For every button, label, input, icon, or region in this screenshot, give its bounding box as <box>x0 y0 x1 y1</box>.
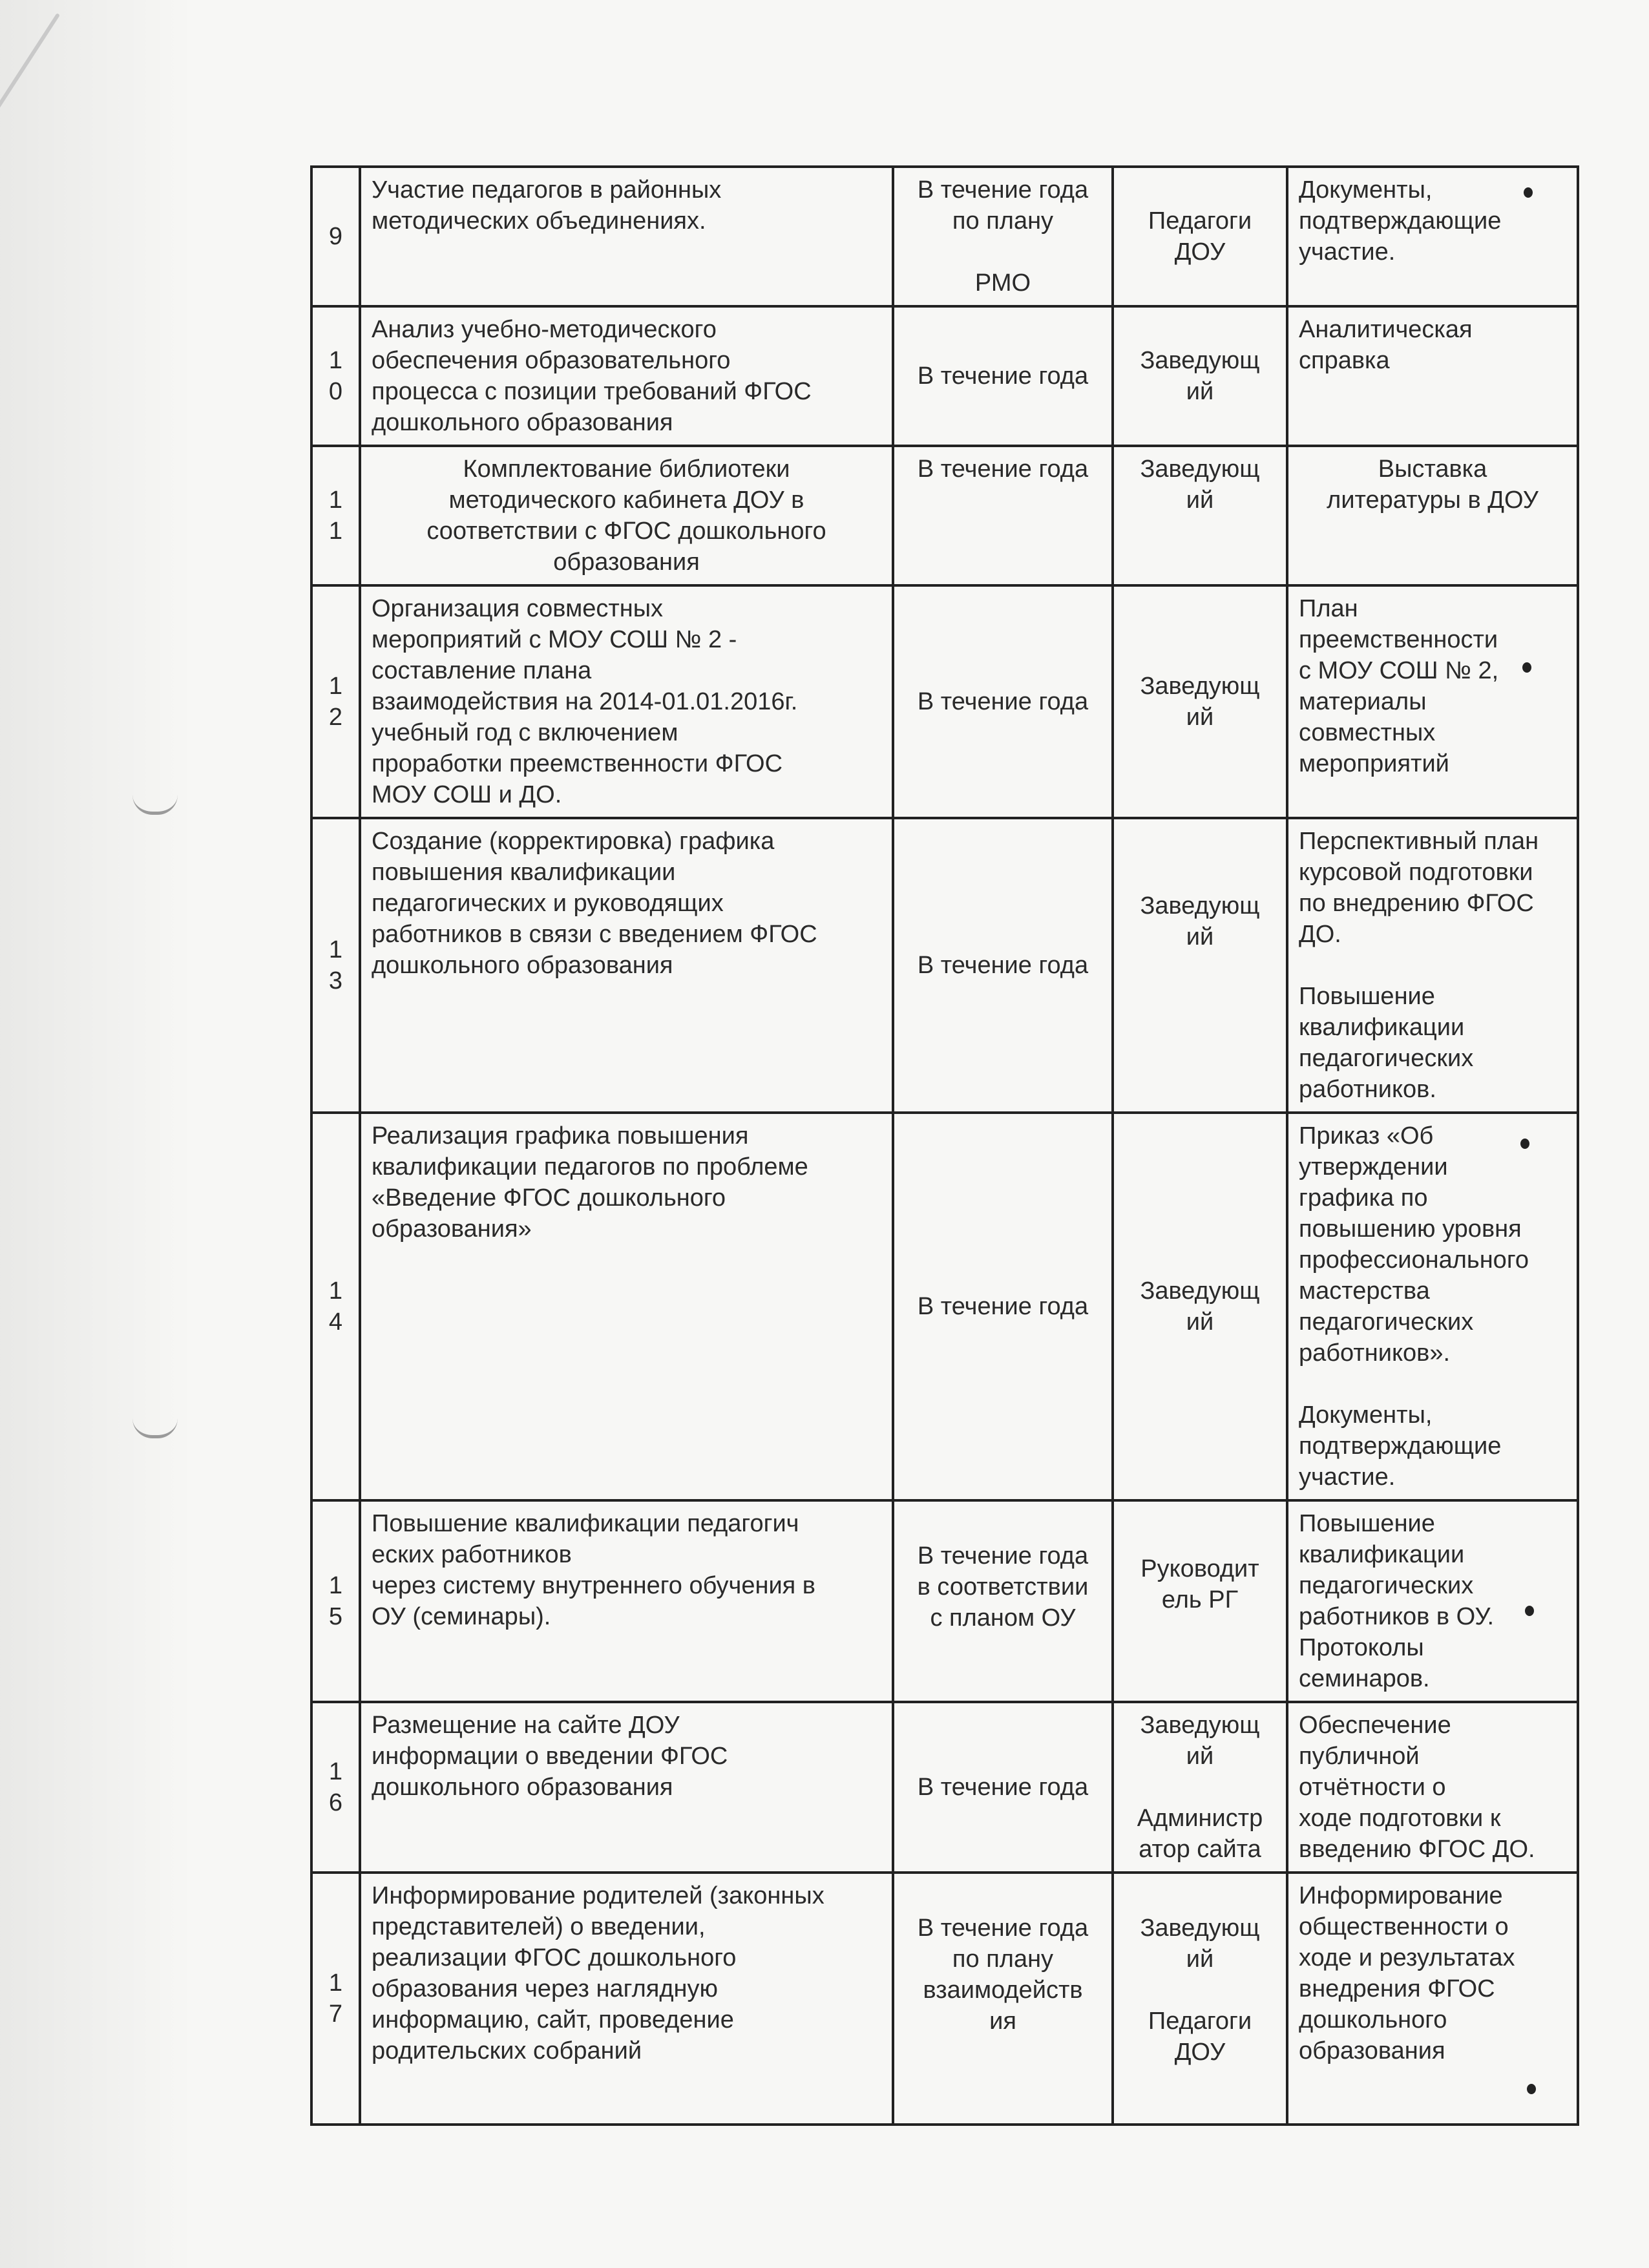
row-number: 1 3 <box>311 818 360 1113</box>
scan-shadow <box>0 0 194 2268</box>
row-event: Информирование родителей (законных представителей) о введении, реализации ФГОС дошкольного образования через наглядную информацию, сайт, проведение родительских собраний <box>360 1873 893 2125</box>
table-row <box>311 818 1578 1113</box>
row-event: Комплектование библиотеки методического кабинета ДОУ в соответствии с ФГОС дошкольного образования <box>360 446 893 585</box>
scan-speck <box>1522 662 1531 673</box>
scan-speck <box>1525 1606 1534 1616</box>
row-number: 1 2 <box>311 585 360 818</box>
row-responsible: Заведующ ий Администр атор сайта <box>1113 1702 1287 1873</box>
row-number: 1 0 <box>311 306 360 446</box>
row-time: В течение года <box>893 446 1113 585</box>
row-event: Организация совместных мероприятий с МОУ СОШ № 2 - составление плана взаимодействия на 2014-01.01.2016г. учебный год с включением проработки преемственности ФГОС МОУ СОШ и ДО. <box>360 585 893 818</box>
row-time: В течение года <box>893 1702 1113 1873</box>
table-row <box>311 306 1578 446</box>
row-time: В течение года в соответствии с планом ОУ <box>893 1500 1113 1702</box>
row-result: Перспективный план курсовой подготовки по внедрению ФГОС ДО. Повышение квалификации педагогических работников. <box>1287 818 1578 1113</box>
row-event: Реализация графика повышения квалификации педагогов по проблеме «Введение ФГОС дошкольного образования» <box>360 1113 893 1500</box>
row-responsible: Заведующ ий <box>1113 306 1287 446</box>
row-number: 1 4 <box>311 1113 360 1500</box>
row-time: В течение года <box>893 585 1113 818</box>
row-number: 1 1 <box>311 446 360 585</box>
row-time: В течение года <box>893 306 1113 446</box>
table-row <box>311 1702 1578 1873</box>
row-responsible: Заведующ ий <box>1113 585 1287 818</box>
row-result: Выставка литературы в ДОУ <box>1287 446 1578 585</box>
row-time: В течение года <box>893 818 1113 1113</box>
row-event: Участие педагогов в районных методических объединениях. <box>360 167 893 306</box>
row-responsible: Заведующ ий <box>1113 818 1287 1113</box>
row-event: Размещение на сайте ДОУ информации о введении ФГОС дошкольного образования <box>360 1702 893 1873</box>
table-row <box>311 1500 1578 1702</box>
row-number: 1 5 <box>311 1500 360 1702</box>
plan-table <box>310 165 1579 2126</box>
row-result: Повышение квалификации педагогических работников в ОУ. Протоколы семинаров. <box>1287 1500 1578 1702</box>
row-time: В течение года по плану взаимодейств ия <box>893 1873 1113 2125</box>
row-number: 9 <box>311 167 360 306</box>
row-event: Создание (корректировка) графика повышения квалификации педагогических и руководящих работников в связи с введением ФГОС дошкольного образования <box>360 818 893 1113</box>
row-time: В течение года <box>893 1113 1113 1500</box>
row-result: Приказ «Об утверждении графика по повышению уровня профессионального мастерства педагогических работников». Документы, подтверждающие участие. <box>1287 1113 1578 1500</box>
row-responsible: Заведующ ий Педагоги ДОУ <box>1113 1873 1287 2125</box>
scan-speck <box>1527 2084 1536 2094</box>
scan-speck <box>1524 187 1533 198</box>
row-time: В течение года по плану РМО <box>893 167 1113 306</box>
row-responsible: Заведующ ий <box>1113 1113 1287 1500</box>
table-row <box>311 585 1578 818</box>
table-row <box>311 446 1578 585</box>
row-responsible: Заведующ ий <box>1113 446 1287 585</box>
row-number: 1 6 <box>311 1702 360 1873</box>
row-event: Анализ учебно-методического обеспечения образовательного процесса с позиции требований ФГОС дошкольного образования <box>360 306 893 446</box>
row-result: Аналитическая справка <box>1287 306 1578 446</box>
row-result: План преемственности с МОУ СОШ № 2, материалы совместных мероприятий <box>1287 585 1578 818</box>
row-result: Обеспечение публичной отчётности о ходе подготовки к введению ФГОС ДО. <box>1287 1702 1578 1873</box>
row-event: Повышение квалификации педагогич еских работников через систему внутреннего обучения в ОУ (семинары). <box>360 1500 893 1702</box>
row-responsible: Руководит ель РГ <box>1113 1500 1287 1702</box>
row-result: Документы, подтверждающие участие. <box>1287 167 1578 306</box>
row-result: Информирование общественности о ходе и результатах внедрения ФГОС дошкольного образования <box>1287 1873 1578 2125</box>
row-number: 1 7 <box>311 1873 360 2125</box>
table-row <box>311 1113 1578 1500</box>
table-row <box>311 1873 1578 2125</box>
scan-speck <box>1520 1139 1529 1149</box>
row-responsible: Педагоги ДОУ <box>1113 167 1287 306</box>
table-row <box>311 167 1578 306</box>
